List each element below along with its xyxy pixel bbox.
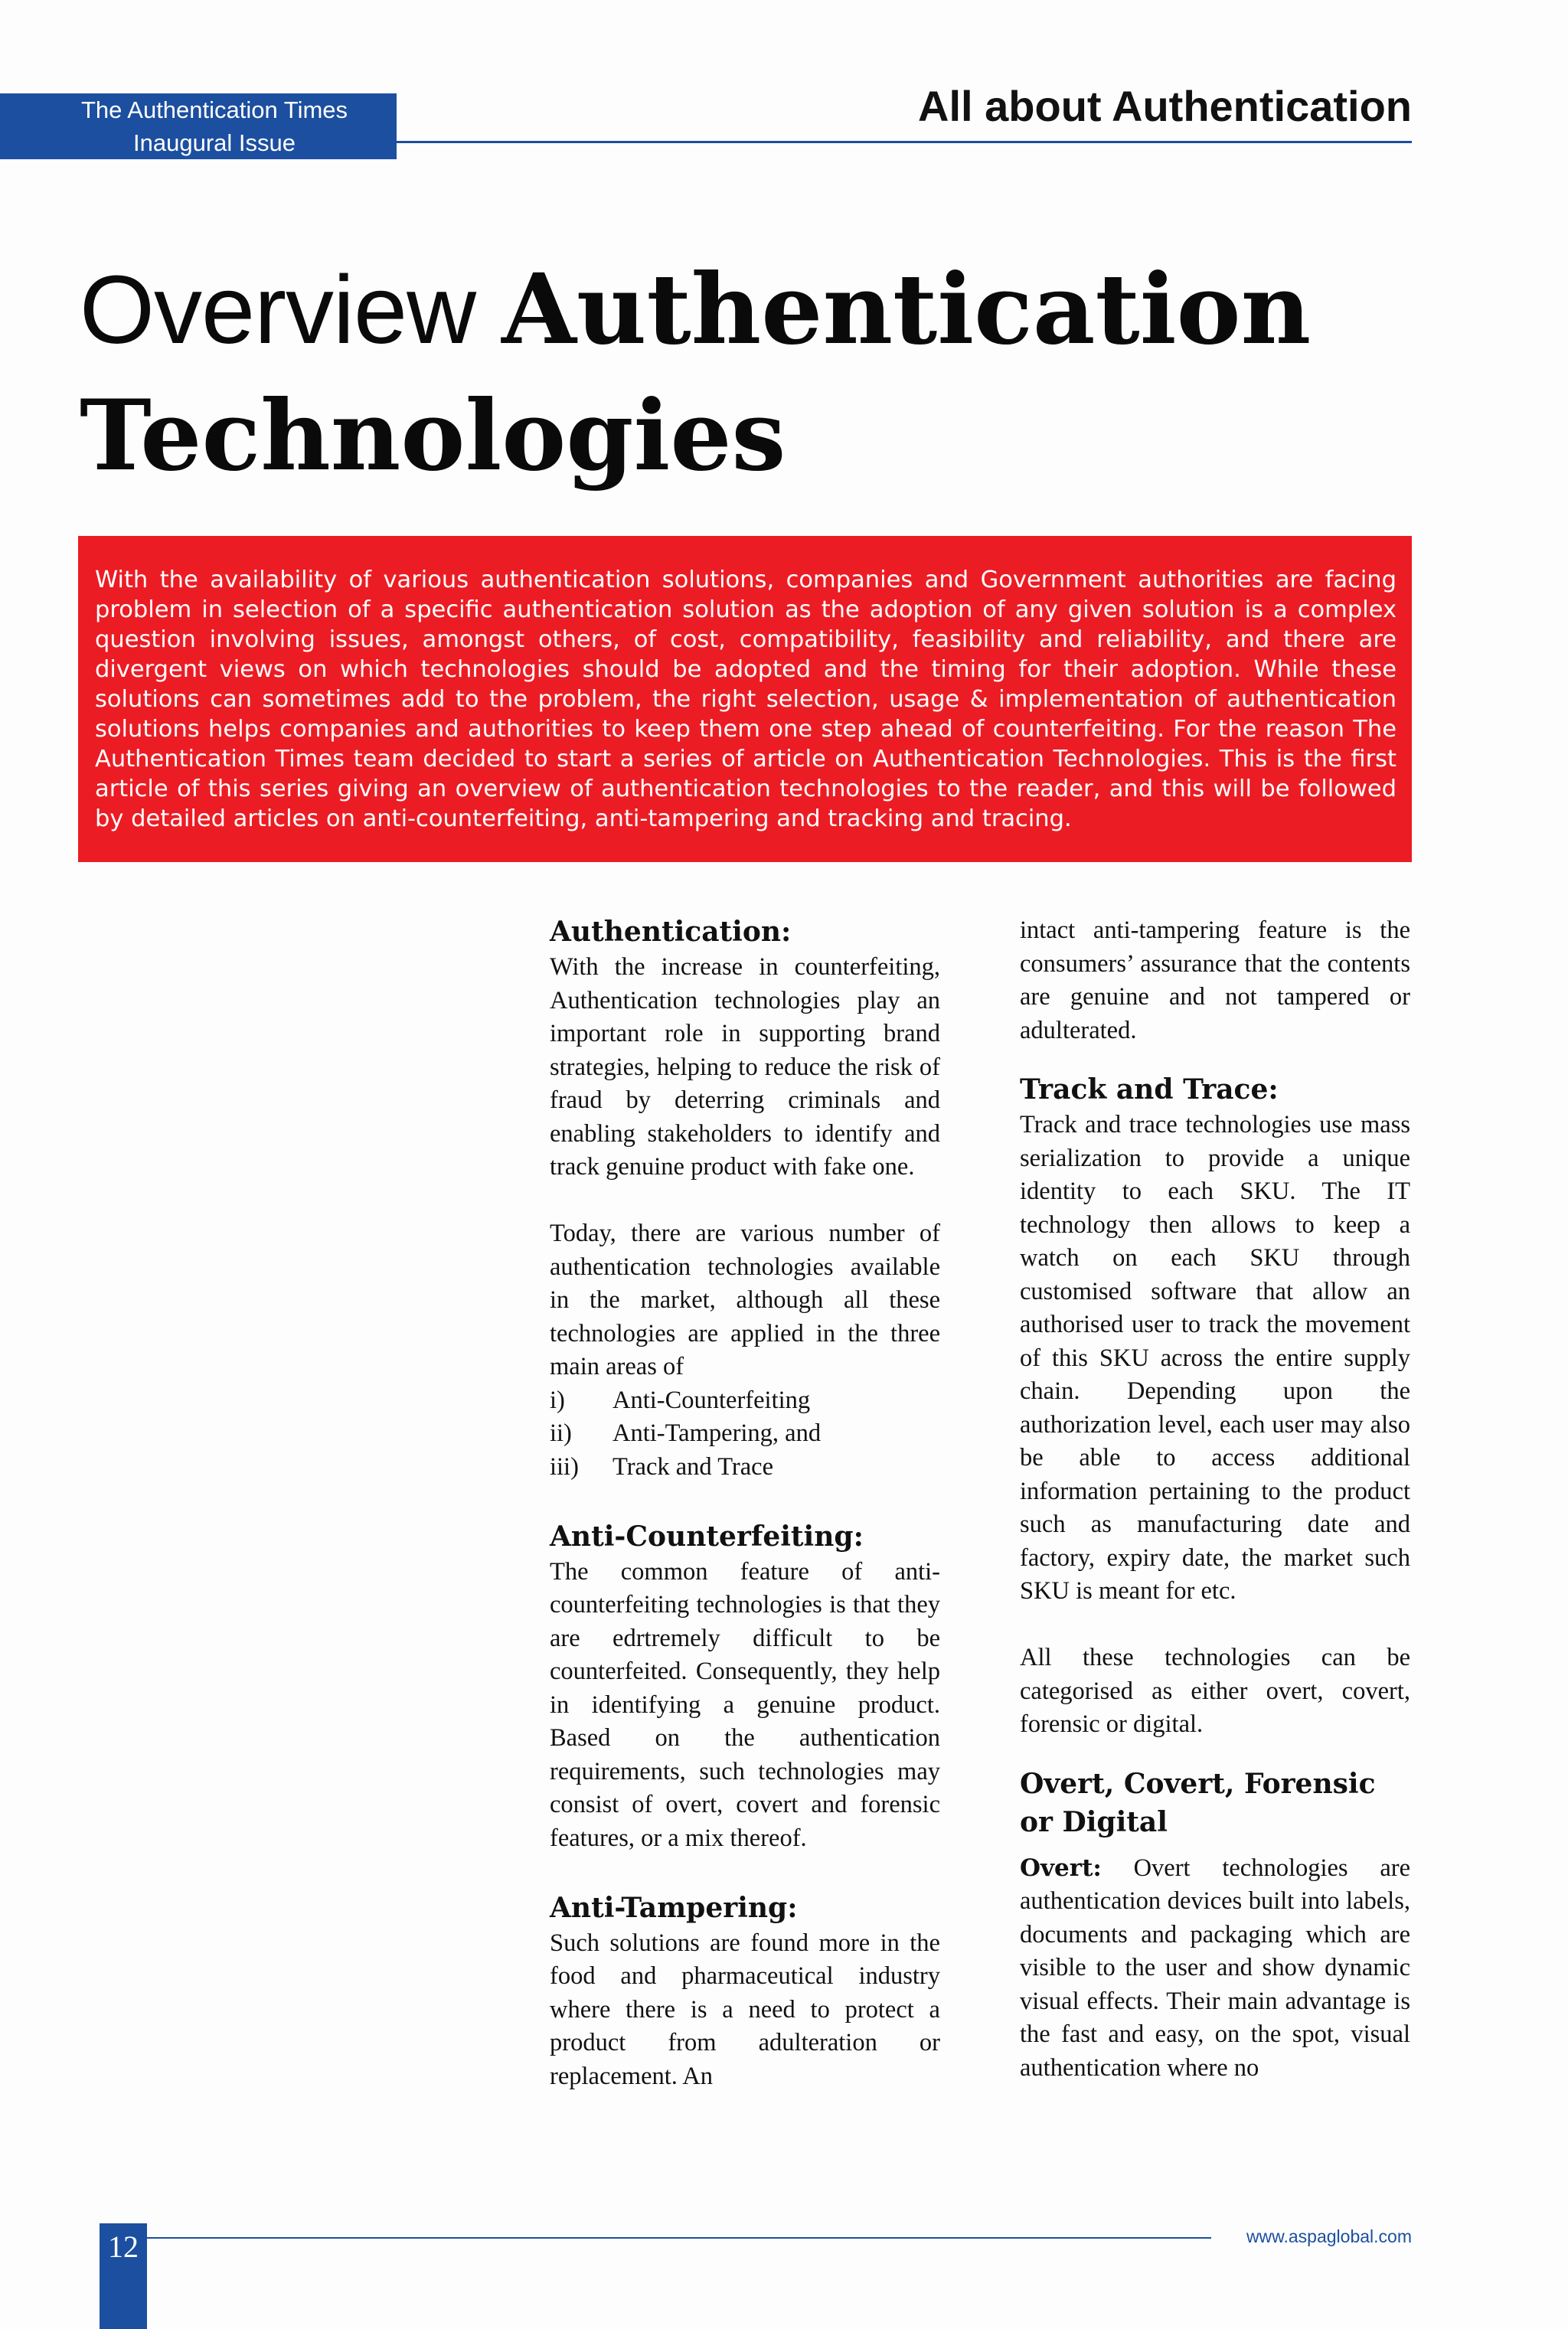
issue-label: Inaugural Issue: [133, 129, 296, 156]
spacer: [1020, 1841, 1410, 1852]
header-rule: [397, 141, 1412, 143]
paragraph: Today, there are various number of authentication technologies available in the market, although all these technologies are applied in the three main areas of: [550, 1220, 940, 1380]
page-number: 12: [100, 2223, 147, 2329]
footer-rule: [147, 2237, 1211, 2239]
heading-track-and-trace: Track and Trace:: [1020, 1073, 1279, 1106]
paragraph: With the increase in counterfeiting, Authentication technologies play an important role in supporting brand strategies, helping to reduce the risk of fraud by deterring criminals and enabling stakeholders to identify and track genuine product with fake one.: [550, 953, 940, 1181]
footer-url[interactable]: www.aspaglobal.com: [1246, 2226, 1412, 2246]
paragraph-overt: Overt: Overt technologies are authentication devices built into labels, documents and packaging which are visible to the user and show dynamic visual effects. Their main advantage is the fast and easy, on the spot, visual authentication where no: [1020, 1854, 1410, 2082]
heading-anti-counterfeiting: Anti-Counterfeiting:: [550, 1520, 864, 1553]
list-item: ii) Anti-Tampering, and: [550, 1419, 822, 1447]
paragraph: Such solutions are found more in the food and pharmaceutical industry where there is a need to protect a product from adulteration or replacement. An: [550, 1929, 940, 2090]
paragraph: The common feature of anti-counterfeiting technologies is that they are edrtremely difficult to be counterfeited. Consequently, they help in identifying a genuine product. Based on the authentication requirements, such technologies may consist of overt, covert and forensic features, or a mix thereof.: [550, 1557, 940, 1852]
paragraph: intact anti-tampering feature is the consumers’ assurance that the contents are genuine and not tampered or adulterated.: [1020, 916, 1410, 1044]
column-right: [1020, 914, 1410, 2118]
paragraph: Track and trace technologies use mass serialization to provide a unique identity to each SKU. The IT technology then allows to keep a watch on each SKU through customised software that allow an authorised user to track the movement of this SKU across the entire supply chain. Depending upon the authorization level, each user may also be able to access additional information pertaining to the product such as manufacturing date and factory, expiry date, the market such SKU is meant for etc.: [1020, 1111, 1410, 1605]
heading-anti-tampering: Anti-Tampering:: [550, 1891, 798, 1924]
heading-authentication: Authentication:: [550, 916, 792, 948]
article-title: [80, 247, 1427, 499]
overt-lead: Overt:: [1020, 1854, 1102, 1882]
areas-list: [550, 1384, 940, 1485]
list-item: i) Anti-Counterfeiting: [550, 1386, 811, 1414]
title-light: Overview: [80, 256, 502, 364]
heading-overt-covert: Overt, Covert, Forensic or Digital: [1020, 1767, 1376, 1838]
publication-banner: [0, 93, 397, 159]
paragraph: All these technologies can be categorised as either overt, covert, forensic or digital.: [1020, 1644, 1410, 1738]
list-item: iii) Track and Trace: [550, 1452, 774, 1481]
section-title: All about Authentication: [918, 82, 1412, 130]
intro-box: With the availability of various authentication solutions, companies and Government authorities are facing problem in selection of a specific authentication solution as the adoption of any given solution is a complex question involving issues, amongst others, of cost, compatibility, feasibility and reliability, and there are divergent views on which technologies should be adopted and the timing for their adoption. While these solutions can sometimes add to the problem, the right selection, usage & implementation of authentication solutions helps companies and authorities to keep them one step ahead of counterfeiting. For the reason The Authentication Times team decided to start a series of article on Authentication Technologies. This is the first article of this series giving an overview of authentication technologies to the reader, and this will be followed by detailed articles on anti-counterfeiting, anti-tampering and tracking and tracing.: [78, 536, 1412, 862]
title-bold: Authentication Technologies: [80, 253, 1312, 492]
publication-name: The Authentication Times: [80, 96, 348, 123]
column-left: [550, 913, 940, 2127]
